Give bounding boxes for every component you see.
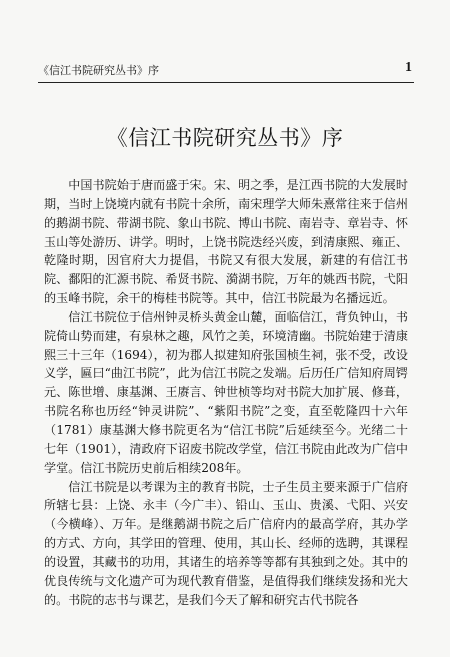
- paragraph: 信江书院是以考课为主的教育书院，士子生员主要来源于广信府所辖七县：上饶、永丰（今广丰）、铅山、玉山、贵溪、弋阳、兴安（今横峰）、万年。是继鹅湖书院之后广信府内的最高学府，其办学的方式、方向，其学田的管理、使用，其山长、经师的选聘，其课程的设置，其藏书的功用，其诸生的培养等等都有其独到之处。其中的优良传统与文化遗产可为现代教育借鉴，是值得我们继续发扬和光大的。书院的志书与课艺，是我们今天了解和研究古代书院各: [44, 479, 408, 607]
- running-header: [38, 62, 412, 78]
- header-rule: [38, 82, 414, 83]
- paragraph: 中国书院始于唐而盛于宋。宋、明之季，是江西书院的大发展时期，当时上饶境内就有书院十余所，南宋理学大师朱熹常往来于信州的鹅湖书院、带湖书院、象山书院、博山书院、南岩寺、章岩寺、怀玉山等处游历、讲学。明时，上饶书院迭经兴废，到清康熙、雍正、乾隆时期，因官府大力提倡，书院又有很大发展，新建的有信江书院、鄱阳的汇源书院、希贤书院、漪湖书院，万年的姚西书院，弋阳的玉峰书院，余干的梅桂书院等。其中，信江书院最为名播远近。: [44, 178, 408, 306]
- running-title: 《信江书院研究丛书》序: [38, 64, 159, 77]
- page-number: 1: [405, 60, 412, 75]
- page-title: 《信江书院研究丛书》序: [106, 126, 344, 150]
- paragraph: 信江书院位于信州钟灵桥头黄金山麓，面临信江，背负钟山，书院倚山势而建，有泉林之趣，风竹之美，环境清幽。书院始建于清康熙三十三年（1694），初为郡人拟建知府张国桢生祠，张不受，改设义学，匾曰“曲江书院”，此为信江书院之发端。后历任广信知府周锷元、陈世增、康基渊、王赓言、钟世桢等均对书院大加扩展、修葺，书院名称也历经“钟灵讲院”、“紫阳书院”之变，直至乾隆四十六年（1781）康基渊大修书院更名为“信江书院”后延续至今。光绪二十七年（1901），清政府下诏废书院改学堂，信江书院由此改为广信中学堂。信江书院历史前后相续208年。: [44, 309, 408, 475]
- body-text: [44, 176, 408, 609]
